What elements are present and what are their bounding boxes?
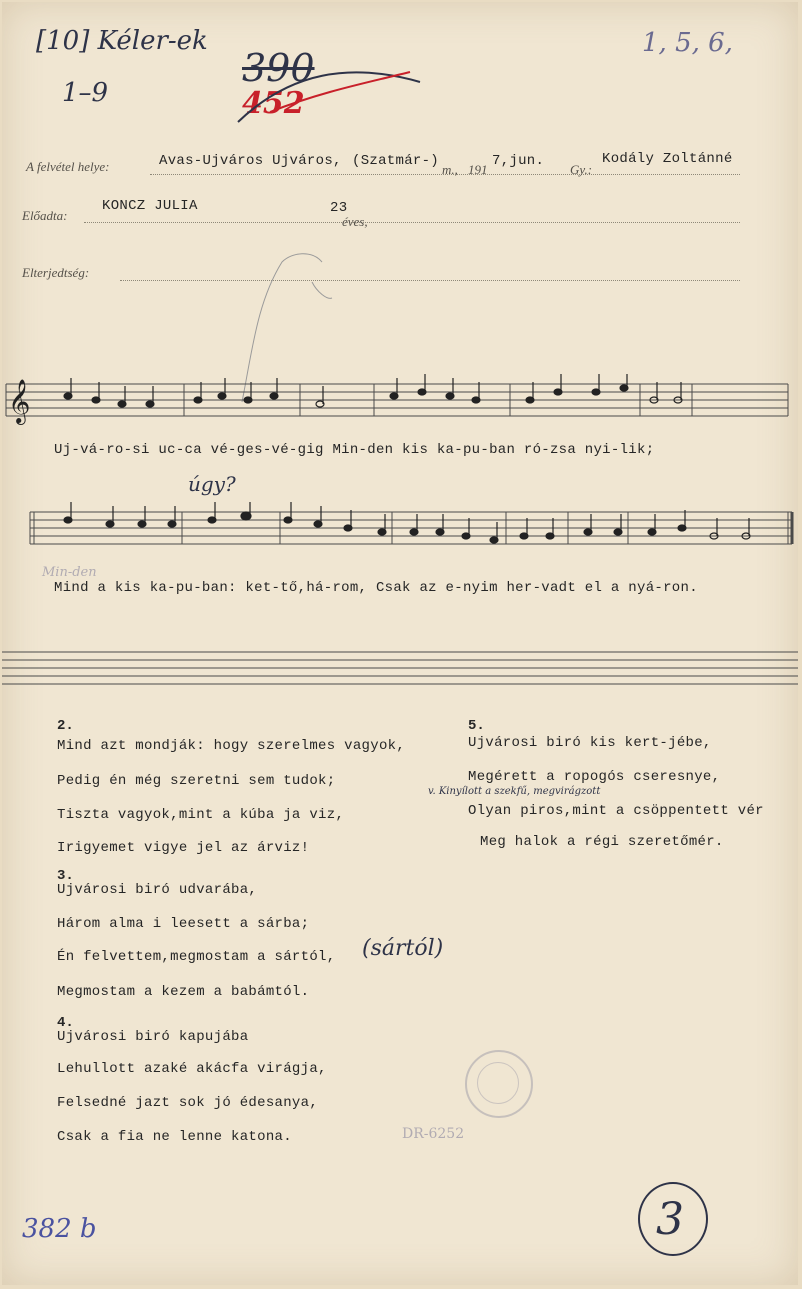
verse-4-number: 4. [57,1015,74,1031]
collector-value: Kodály Zoltánné [602,151,733,167]
range-note: 1–9 [62,78,109,108]
age-value: 23 [330,200,348,216]
verse-3-line-2: Három alma i leesett a sárba; [57,916,310,932]
music-staff-1 [2,374,798,434]
old-number: 390 [242,46,315,90]
page-number: 3 [656,1194,684,1245]
archive-ref: [10] Kéler-ek [36,26,208,56]
music-staff-2 [2,502,798,562]
verse-2-line-2: Pedig én még szeretni sem tudok; [57,773,336,789]
verse-3-line-3: Én felvettem,megmostam a sártól, [57,949,336,965]
verse-4-line-1: Ujvárosi biró kapujába [57,1029,249,1045]
spread-dotline [120,280,740,281]
svg-text:𝄞: 𝄞 [8,379,31,423]
performer-dotline [84,222,740,223]
folio-number: 382 b [22,1214,97,1244]
date-value: 7,jun. [492,153,545,169]
verse-3-line-1: Ujvárosi biró udvarába, [57,882,258,898]
corner-numbers: 1, 5, 6, [642,28,733,58]
empty-staff [2,642,798,692]
collector-label: Gy.: [570,162,593,177]
verse-2-number: 2. [57,718,74,734]
verse-3-number: 3. [57,868,74,884]
verse-5-number: 5. [468,718,485,734]
verse-5-line-4: Meg halok a régi szeretőmér. [480,834,724,850]
verse-2-line-1: Mind azt mondják: hogy szerelmes vagyok, [57,738,406,754]
verse-5-line-3: Olyan piros,mint a csöppentett vér [468,803,764,819]
verse-4-line-4: Csak a fia ne lenne katona. [57,1129,292,1145]
verse-4-line-3: Felsedné jazt sok jó édesanya, [57,1095,319,1111]
county-value: (Szatmár-) [352,153,440,169]
performer-value: KONCZ JULIA [102,198,198,214]
annotation-above: úgy? [188,472,236,496]
verse-3-line-4: Megmostam a kezem a babámtól. [57,984,310,1000]
lyric-line-2: Mind a kis ka-pu-ban: ket-tő,há-rom, Csak az e-nyim her-vadt el a nyá-ron. [54,580,698,596]
red-number: 452 [242,86,305,121]
spread-label: Elterjedtség: [22,265,90,280]
stamp-text: DR-6252 [402,1126,465,1142]
year-prefix: 191 [468,162,488,177]
county-suffix: m., [442,162,458,177]
age-suffix: éves, [342,214,368,229]
verse-5-line-1: Ujvárosi biró kis kert-jébe, [468,735,712,751]
performer-label: Előadta: [22,208,68,223]
manuscript-sheet [2,2,798,1285]
margin-note: v. Kinyílott a szekfű, megvirágzott [428,786,601,797]
archive-stamp [465,1050,533,1118]
place-value: Avas-Ujváros Ujváros, [159,153,342,169]
verse-4-line-2: Lehullott azaké akácfa virágja, [57,1061,327,1077]
sartol-note: (sártól) [362,936,444,961]
place-label: A felvétel helye: [26,159,110,174]
scribble-mark [230,52,430,132]
verse-2-line-4: Irigyemet vigye jel az árviz! [57,840,310,856]
verse-5-line-2: Megérett a ropogós cseresnye, [468,769,721,785]
margin-annotation: Min-den [42,565,97,580]
verse-2-line-3: Tiszta vagyok,mint a kúba ja viz, [57,807,345,823]
lyric-line-1: Uj-vá-ro-si uc-ca vé-ges-vé-gig Min-den kis ka-pu-ban ró-zsa nyi-lik; [54,442,655,458]
